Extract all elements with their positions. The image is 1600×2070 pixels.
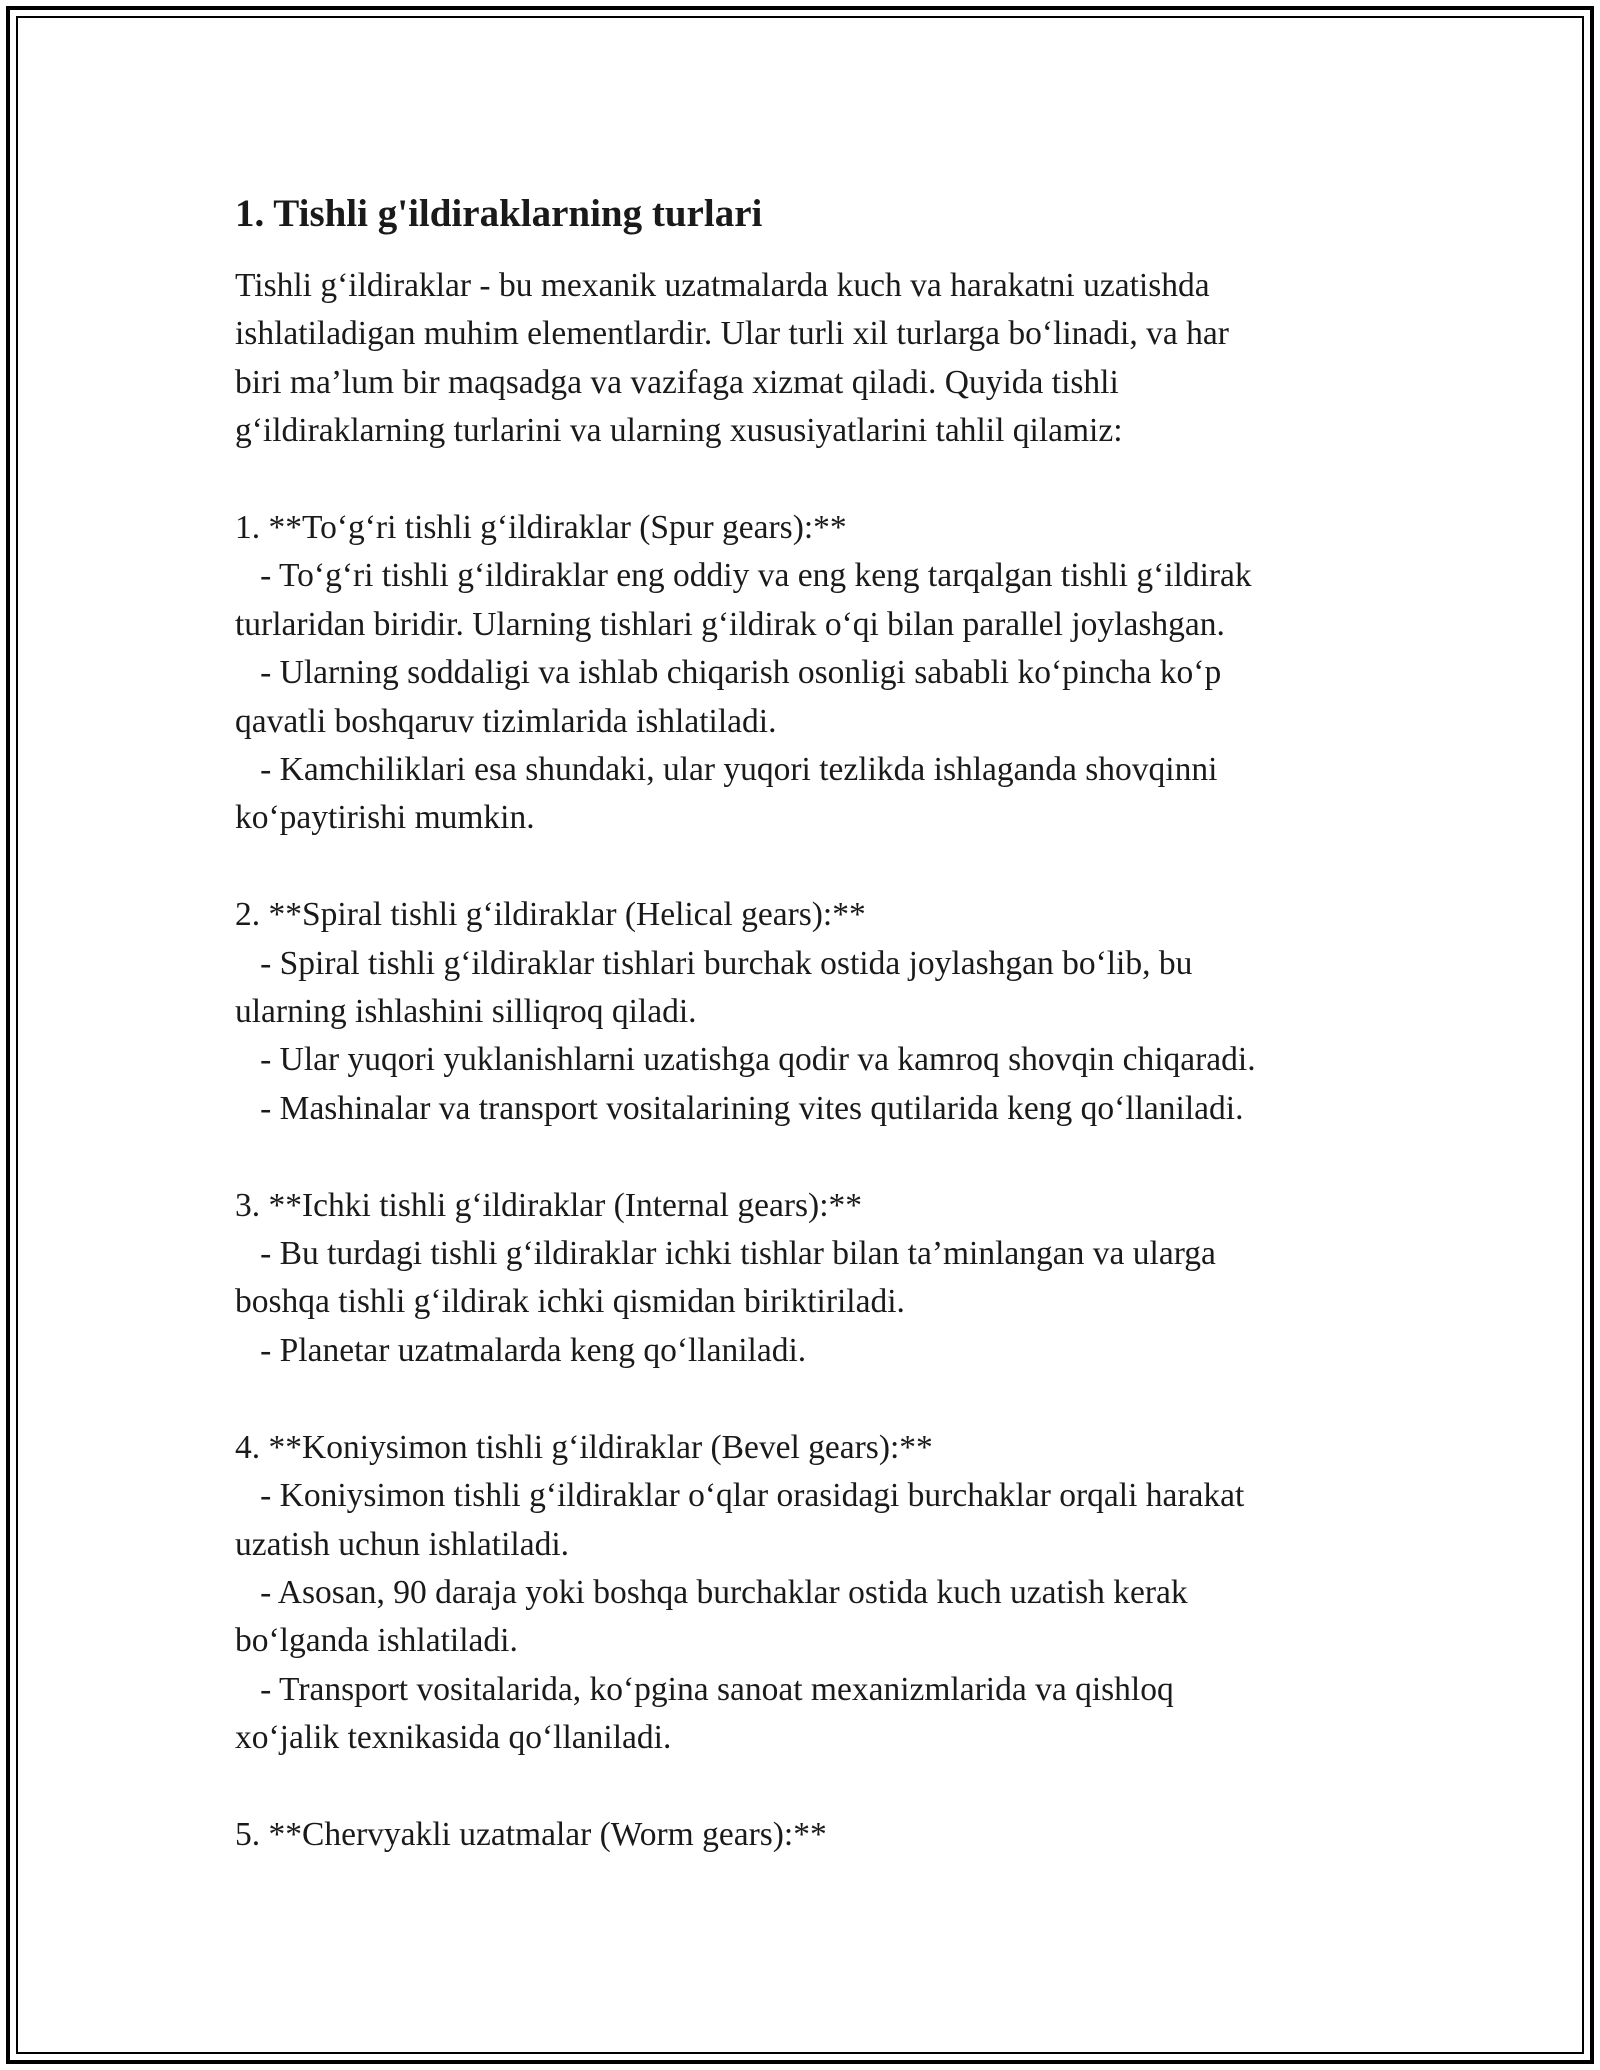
section-line: - Spiral tishli g‘ildiraklar tishlari burchak ostida joylashgan bo‘lib, bu <box>235 944 1193 982</box>
section-heading: 4. **Koniysimon tishli g‘ildiraklar (Bevel gears):** <box>235 1428 933 1466</box>
section-line: - To‘g‘ri tishli g‘ildiraklar eng oddiy va eng keng tarqalgan tishli g‘ildirak <box>235 557 1252 595</box>
section-bevel-gears <box>235 1424 1385 1763</box>
section-line: turlaridan biridir. Ularning tishlari g‘ildirak o‘qi bilan parallel joylashgan. <box>235 605 1225 643</box>
intro-paragraph <box>235 262 1385 456</box>
intro-line: ishlatiladigan muhim elementlardir. Ular turli xil turlarga bo‘linadi, va har <box>235 315 1229 353</box>
section-line: - Koniysimon tishli g‘ildiraklar o‘qlar orasidagi burchaklar orqali harakat <box>235 1477 1245 1515</box>
intro-line: g‘ildiraklarning turlarini va ularning xususiyatlarini tahlil qilamiz: <box>235 412 1123 450</box>
blank-line <box>235 1375 1385 1423</box>
intro-line: biri ma’lum bir maqsadga va vazifaga xizmat qiladi. Quyida tishli <box>235 363 1119 401</box>
section-line: qavatli boshqaruv tizimlarida ishlatiladi. <box>235 702 777 740</box>
section-line: ularning ishlashini silliqroq qiladi. <box>235 993 697 1031</box>
section-spur-gears <box>235 504 1385 843</box>
blank-line <box>235 1763 1385 1811</box>
document-title: 1. Tishli g'ildiraklarning turlari <box>235 192 763 235</box>
blank-line <box>235 843 1385 891</box>
section-line: uzatish uchun ishlatiladi. <box>235 1525 570 1563</box>
section-heading: 2. **Spiral tishli g‘ildiraklar (Helical gears):** <box>235 896 866 934</box>
section-line: boshqa tishli g‘ildirak ichki qismidan biriktiriladi. <box>235 1283 905 1321</box>
section-worm-gears <box>235 1811 1385 1859</box>
section-line: bo‘lganda ishlatiladi. <box>235 1622 518 1660</box>
section-line: - Ular yuqori yuklanishlarni uzatishga qodir va kamroq shovqin chiqaradi. <box>235 1041 1256 1079</box>
section-line: ko‘paytirishi mumkin. <box>235 799 535 837</box>
section-line: - Kamchiliklari esa shundaki, ular yuqori tezlikda ishlaganda shovqinni <box>235 751 1218 789</box>
blank-line <box>235 1133 1385 1181</box>
section-line: - Mashinalar va transport vositalarining vites qutilarida keng qo‘llaniladi. <box>235 1089 1244 1127</box>
document-body <box>235 188 1385 1859</box>
section-internal-gears <box>235 1182 1385 1376</box>
section-line: xo‘jalik texnikasida qo‘llaniladi. <box>235 1719 672 1757</box>
section-heading: 1. **To‘g‘ri tishli g‘ildiraklar (Spur gears):** <box>235 509 847 547</box>
section-line: - Planetar uzatmalarda keng qo‘llaniladi. <box>235 1331 807 1369</box>
section-heading: 3. **Ichki tishli g‘ildiraklar (Internal gears):** <box>235 1186 862 1224</box>
section-line: - Ularning soddaligi va ishlab chiqarish osonligi sababli ko‘pincha ko‘p <box>235 654 1222 692</box>
section-line: - Bu turdagi tishli g‘ildiraklar ichki tishlar bilan ta’minlangan va ularga <box>235 1235 1216 1273</box>
intro-line: Tishli g‘ildiraklar - bu mexanik uzatmalarda kuch va harakatni uzatishda <box>235 267 1210 304</box>
blank-line <box>235 456 1385 504</box>
section-line: - Transport vositalarida, ko‘pgina sanoat mexanizmlarida va qishloq <box>235 1670 1174 1708</box>
section-helical-gears <box>235 891 1385 1133</box>
section-line: - Asosan, 90 daraja yoki boshqa burchaklar ostida kuch uzatish kerak <box>235 1573 1188 1611</box>
section-heading: 5. **Chervyakli uzatmalar (Worm gears):** <box>235 1815 827 1853</box>
